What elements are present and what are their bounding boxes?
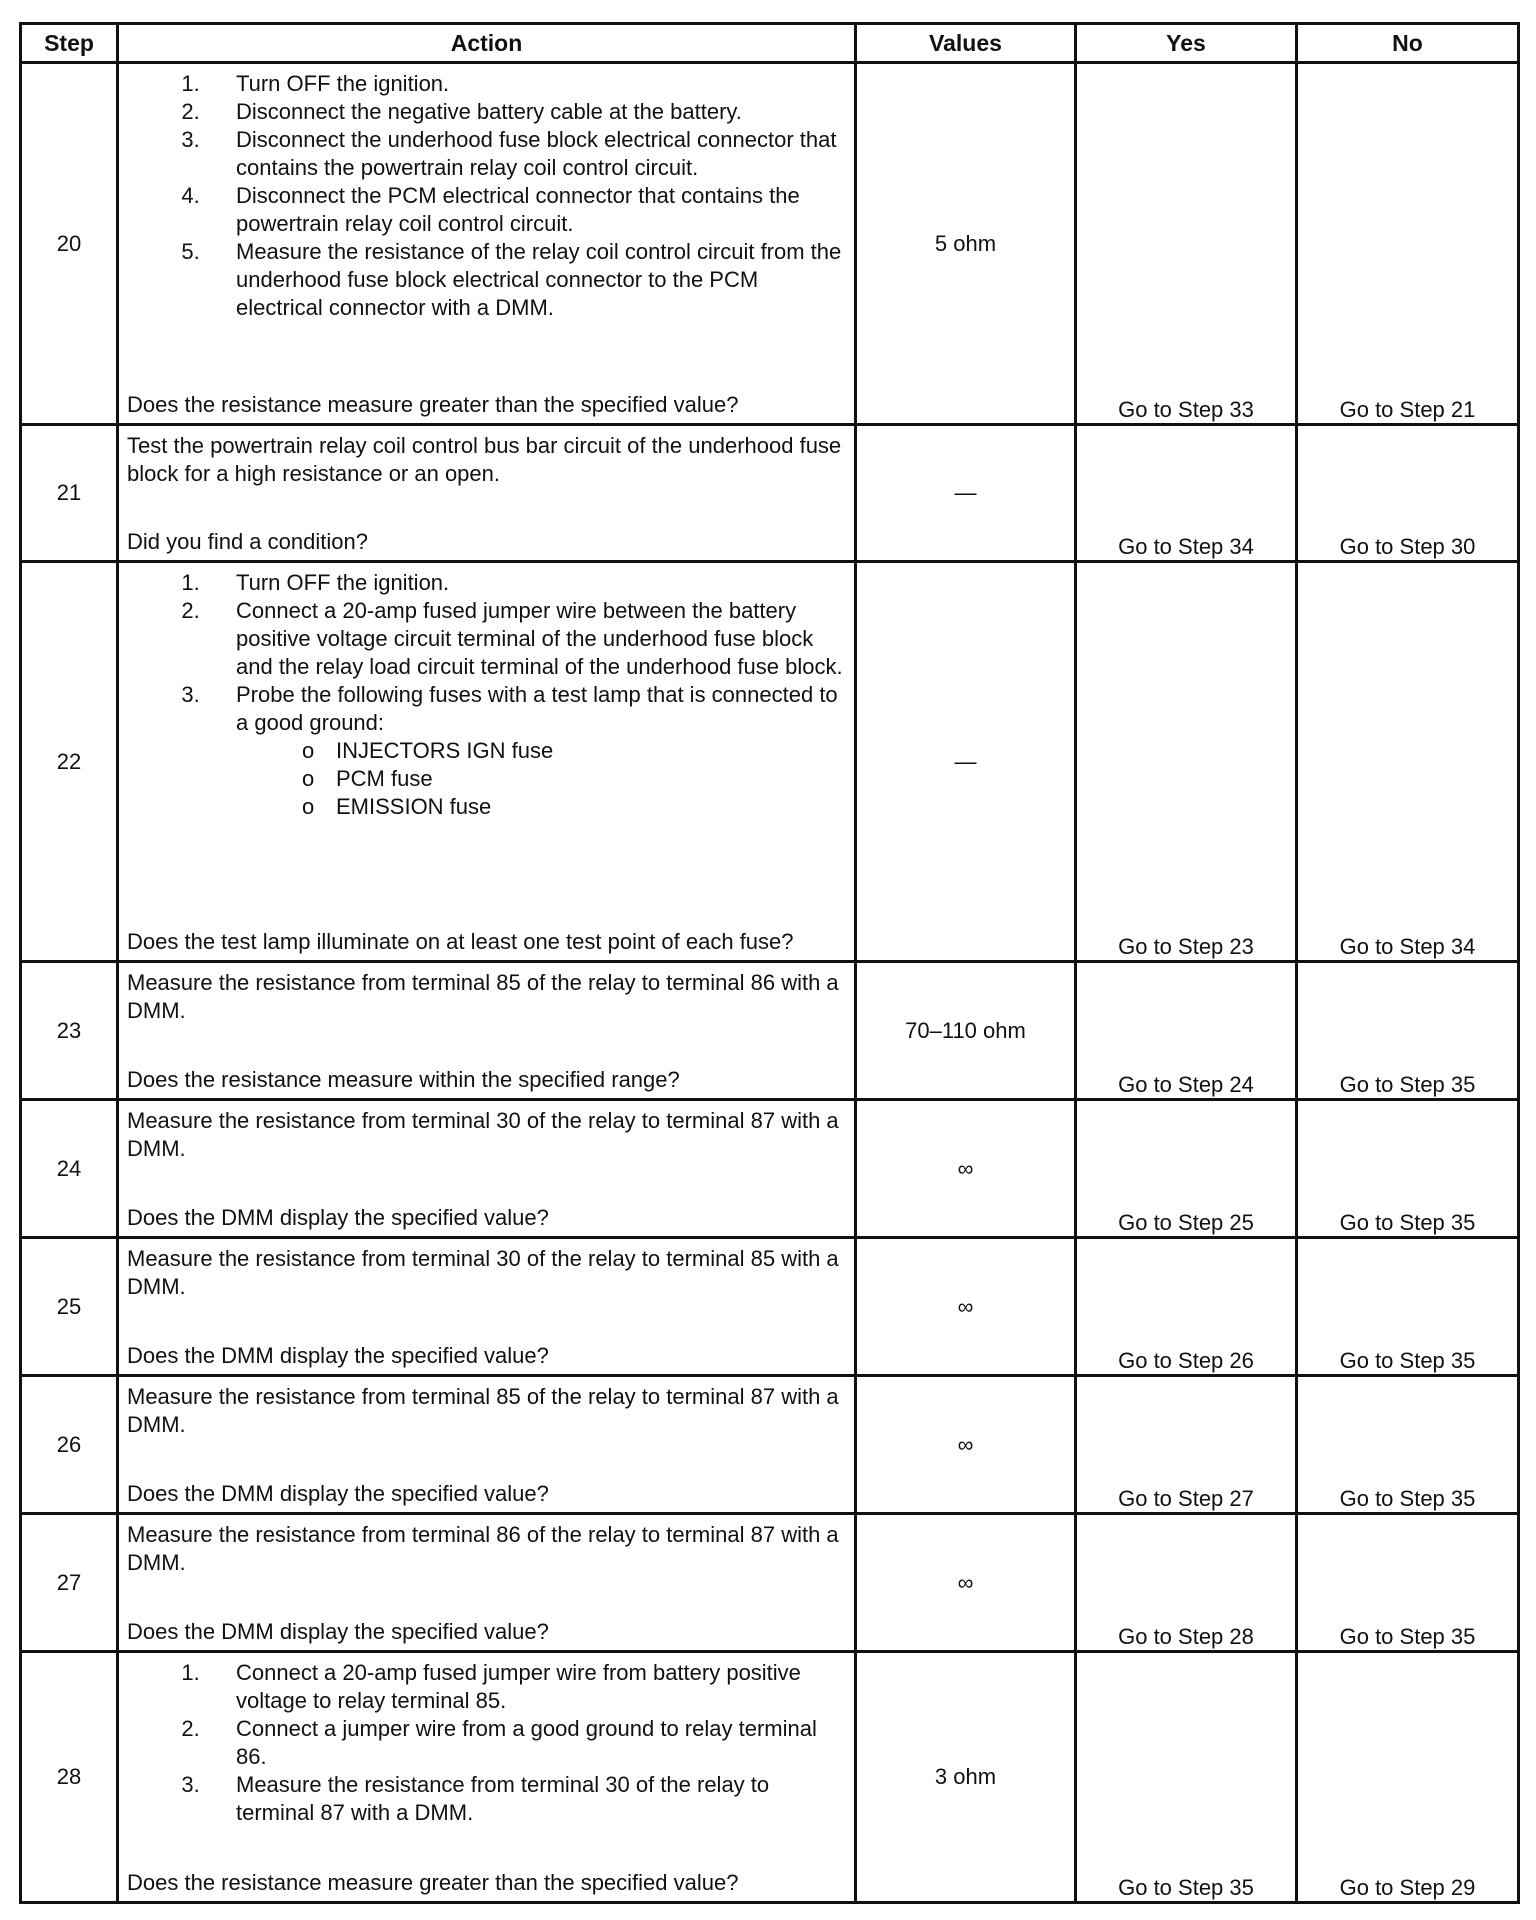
header-action: Action — [118, 24, 856, 63]
no-next-step: Go to Step 29 — [1297, 1652, 1519, 1903]
action-content — [119, 64, 854, 423]
yes-next-step: Go to Step 25 — [1076, 1100, 1297, 1238]
action-question: Did you find a condition? — [127, 529, 368, 554]
action-content — [119, 563, 854, 960]
list-item — [212, 182, 844, 238]
list-item-text: Disconnect the underhood fuse block electrical connector that contains the powertrain relay coil control circuit. — [236, 127, 837, 180]
action-intro: Measure the resistance from terminal 86 of the relay to terminal 87 with a DMM. — [127, 1522, 839, 1575]
no-next-step: Go to Step 34 — [1297, 562, 1519, 962]
action-content — [119, 1515, 854, 1650]
specified-value: ∞ — [856, 1100, 1076, 1238]
list-item-text: Probe the following fuses with a test lamp that is connected to a good ground: — [236, 682, 838, 735]
action-instructions — [127, 1107, 844, 1163]
action-question: Does the resistance measure within the specified range? — [127, 1067, 680, 1092]
action-content — [119, 1239, 854, 1374]
action-question: Does the resistance measure greater than the specified value? — [127, 1870, 739, 1895]
specified-value: ∞ — [856, 1514, 1076, 1652]
step-number: 28 — [21, 1652, 118, 1903]
no-next-step: Go to Step 35 — [1297, 1376, 1519, 1514]
step-number: 24 — [21, 1100, 118, 1238]
table-row — [21, 1376, 1519, 1514]
no-next-step: Go to Step 30 — [1297, 425, 1519, 562]
action-steps-list — [127, 1659, 844, 1827]
action-cell — [118, 1100, 856, 1238]
list-item-text: Connect a 20-amp fused jumper wire between the battery positive voltage circuit terminal of the underhood fuse block and the relay load circuit terminal of the underhood fuse block. — [236, 598, 843, 679]
action-instructions — [127, 569, 844, 821]
list-item — [212, 681, 844, 821]
list-item — [212, 1715, 844, 1771]
action-intro: Measure the resistance from terminal 30 of the relay to terminal 87 with a DMM. — [127, 1108, 839, 1161]
action-intro: Test the powertrain relay coil control bus bar circuit of the underhood fuse block for a high resistance or an open. — [127, 433, 842, 486]
header-yes: Yes — [1076, 24, 1297, 63]
table-body — [21, 63, 1519, 1903]
table-row — [21, 1238, 1519, 1376]
action-instructions — [127, 70, 844, 322]
no-next-step: Go to Step 35 — [1297, 1238, 1519, 1376]
action-instructions — [127, 1383, 844, 1439]
action-instructions — [127, 1521, 844, 1577]
yes-next-step: Go to Step 24 — [1076, 962, 1297, 1100]
list-item — [212, 597, 844, 681]
action-content — [119, 426, 854, 560]
action-intro: Measure the resistance from terminal 30 of the relay to terminal 85 with a DMM. — [127, 1246, 839, 1299]
yes-next-step: Go to Step 35 — [1076, 1652, 1297, 1903]
list-item — [212, 1659, 844, 1715]
diagnostic-table — [19, 22, 1520, 1904]
action-cell — [118, 962, 856, 1100]
header-step: Step — [21, 24, 118, 63]
table-row — [21, 63, 1519, 425]
action-content — [119, 963, 854, 1098]
specified-value: 5 ohm — [856, 63, 1076, 425]
yes-next-step: Go to Step 27 — [1076, 1376, 1297, 1514]
fuse-list-item: o PCM fuse — [302, 765, 844, 793]
table-row — [21, 962, 1519, 1100]
table-row — [21, 1100, 1519, 1238]
specified-value: — — [856, 562, 1076, 962]
table-row — [21, 562, 1519, 962]
action-cell — [118, 425, 856, 562]
action-question: Does the DMM display the specified value? — [127, 1619, 549, 1644]
action-content — [119, 1377, 854, 1512]
action-intro: Measure the resistance from terminal 85 of the relay to terminal 86 with a DMM. — [127, 970, 839, 1023]
table-row — [21, 1652, 1519, 1903]
action-cell — [118, 1652, 856, 1903]
action-intro: Measure the resistance from terminal 85 of the relay to terminal 87 with a DMM. — [127, 1384, 839, 1437]
list-item — [212, 70, 844, 98]
list-item — [212, 126, 844, 182]
no-next-step: Go to Step 35 — [1297, 962, 1519, 1100]
table-row — [21, 1514, 1519, 1652]
table-row — [21, 425, 1519, 562]
diagnostic-table-page — [19, 22, 1517, 1902]
no-next-step: Go to Step 35 — [1297, 1514, 1519, 1652]
list-item — [212, 98, 844, 126]
fuse-list — [236, 737, 844, 821]
list-item-text: Measure the resistance from terminal 30 of the relay to terminal 87 with a DMM. — [236, 1772, 770, 1825]
step-number: 25 — [21, 1238, 118, 1376]
header-row — [21, 24, 1519, 63]
no-next-step: Go to Step 21 — [1297, 63, 1519, 425]
step-number: 22 — [21, 562, 118, 962]
yes-next-step: Go to Step 26 — [1076, 1238, 1297, 1376]
list-item-text: Disconnect the PCM electrical connector that contains the powertrain relay coil control circuit. — [236, 183, 800, 236]
action-instructions — [127, 432, 844, 488]
action-instructions — [127, 969, 844, 1025]
action-steps-list — [127, 569, 844, 821]
list-item — [212, 238, 844, 322]
header-values: Values — [856, 24, 1076, 63]
specified-value: 70–110 ohm — [856, 962, 1076, 1100]
list-item-text: Measure the resistance of the relay coil control circuit from the underhood fuse block electrical connector to the PCM electrical connector with a DMM. — [236, 239, 842, 320]
fuse-list-item: o EMISSION fuse — [302, 793, 844, 821]
action-question: Does the resistance measure greater than the specified value? — [127, 392, 739, 417]
action-cell — [118, 1514, 856, 1652]
action-question: Does the DMM display the specified value? — [127, 1343, 549, 1368]
yes-next-step: Go to Step 34 — [1076, 425, 1297, 562]
step-number: 21 — [21, 425, 118, 562]
header-no: No — [1297, 24, 1519, 63]
action-cell — [118, 1238, 856, 1376]
action-instructions — [127, 1659, 844, 1827]
action-cell — [118, 1376, 856, 1514]
list-item-text: Turn OFF the ignition. — [236, 71, 450, 96]
step-number: 27 — [21, 1514, 118, 1652]
specified-value: ∞ — [856, 1376, 1076, 1514]
list-item-text: Connect a 20-amp fused jumper wire from battery positive voltage to relay terminal 85. — [236, 1660, 801, 1713]
list-item-text: Turn OFF the ignition. — [236, 570, 450, 595]
yes-next-step: Go to Step 33 — [1076, 63, 1297, 425]
list-item — [212, 569, 844, 597]
action-question: Does the DMM display the specified value? — [127, 1481, 549, 1506]
list-item-text: Connect a jumper wire from a good ground to relay terminal 86. — [236, 1716, 817, 1769]
specified-value: 3 ohm — [856, 1652, 1076, 1903]
yes-next-step: Go to Step 23 — [1076, 562, 1297, 962]
action-cell — [118, 562, 856, 962]
action-question: Does the test lamp illuminate on at least one test point of each fuse? — [127, 929, 794, 954]
list-item — [212, 1771, 844, 1827]
action-question: Does the DMM display the specified value? — [127, 1205, 549, 1230]
step-number: 26 — [21, 1376, 118, 1514]
action-content — [119, 1653, 854, 1901]
specified-value: — — [856, 425, 1076, 562]
list-item-text: Disconnect the negative battery cable at the battery. — [236, 99, 742, 124]
action-steps-list — [127, 70, 844, 322]
yes-next-step: Go to Step 28 — [1076, 1514, 1297, 1652]
step-number: 20 — [21, 63, 118, 425]
action-content — [119, 1101, 854, 1236]
fuse-list-item: o INJECTORS IGN fuse — [302, 737, 844, 765]
no-next-step: Go to Step 35 — [1297, 1100, 1519, 1238]
step-number: 23 — [21, 962, 118, 1100]
action-cell — [118, 63, 856, 425]
action-instructions — [127, 1245, 844, 1301]
specified-value: ∞ — [856, 1238, 1076, 1376]
